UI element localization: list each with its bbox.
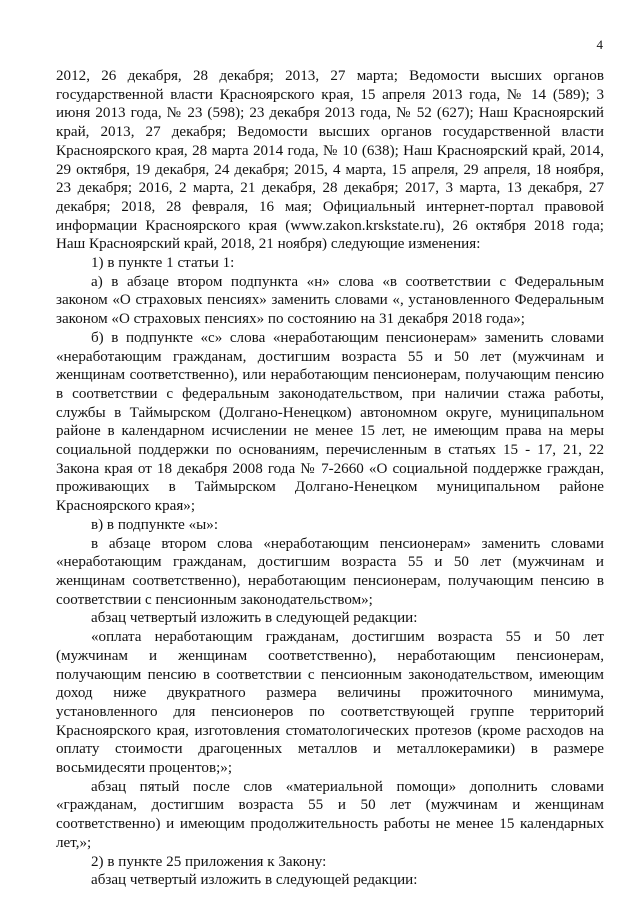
paragraph-second-abzac-change: в абзаце втором слова «неработающим пенсионерам» заменить словами «неработающим гражданам, достигшим возраста 55 и 50 лет (мужчинам и женщинам соответственно), неработающим пенсионерам, получающим пенсию в соответствии с пенсионным законодательством»; [56, 535, 604, 608]
paragraph-item-1-point-1-article-1: 1) в пункте 1 статьи 1: [91, 255, 235, 272]
paragraph-subitem-a: а) в абзаце втором подпункта «н» слова «в соответствии с Федеральным законом «О страховых пенсиях» заменить словами «, установленного Федеральным законом «О страховых пенсиях» по состоянию на 31 декабря 2018 года»; [56, 273, 604, 328]
paragraph-subitem-v: в) в подпункте «ы»: [91, 516, 219, 533]
paragraph-item-2-point-25: 2) в пункте 25 приложения к Закону: [91, 853, 327, 870]
document-body [56, 67, 604, 890]
page-number: 4 [596, 37, 603, 52]
paragraph-fourth-abzac-header: абзац четвертый изложить в следующей редакции: [91, 610, 418, 627]
paragraph-subitem-b: б) в подпункте «с» слова «неработающим пенсионерам» заменить словами «неработающим гражданам, достигшим возраста 55 и 50 лет (мужчинам и женщинам соответственно), или неработающим пенсионерам, получающим пенсию в соответствии с федеральным законодательством, при наличии стажа работы, службы в Таймырском (Долгано-Ненецком) автономном округе, муниципальном районе в календарном исчислении не менее 15 лет, не имеющим права на меры социальной поддержки по основаниям, перечисленным в статьях 15 - 17, 21, 22 Закона края от 18 декабря 2008 года № 7-2660 «О социальной поддержке граждан, проживающих в Таймырском Долгано-Ненецком муниципальном районе Красноярского края»; [56, 329, 604, 515]
paragraph-new-fourth-abzac-text: «оплата неработающим гражданам, достигшим возраста 55 и 50 лет (мужчинам и женщинам соответственно), неработающим пенсионерам, получающим пенсию в соответствии с пенсионным законодательством, имеющим доход ниже двукратного размера величины прожиточного минимума, установленного для пенсионеров по соответствующей группе территорий Красноярского края, изготовления стоматологических протезов (кроме расходов на оплату стоимости драгоценных металлов и металлокерамики) в размере восьмидесяти процентов;»; [56, 629, 604, 777]
paragraph-continuation-publication-list: 2012, 26 декабря, 28 декабря; 2013, 27 марта; Ведомости высших органов государственной власти Красноярского края, 15 апреля 2013 года, № 14 (589); 3 июня 2013 года, № 23 (598); 23 декабря 2013 года, № 52 (627); Наш Красноярский край, 2013, 27 декабря; Ведомости высших органов государственной власти Красноярского края, 28 марта 2014 года, № 10 (638); Наш Красноярский край, 2014, 29 октября, 19 декабря, 24 декабря; 2015, 4 марта, 15 апреля, 29 апреля, 18 ноября, 23 декабря; 2016, 2 марта, 21 декабря, 28 декабря; 2017, 3 марта, 13 декабря, 27 декабря; 2018, 28 февраля, 16 мая; Официальный интернет-портал правовой информации Красноярского края (www.zakon.krskstate.ru), 26 октября 2018 года; Наш Красноярский край, 2018, 21 ноября) следующие изменения: [56, 68, 604, 253]
paragraph-fifth-abzac-addition: абзац пятый после слов «материальной помощи» дополнить словами «гражданам, достигшим возраста 55 и 50 лет (мужчинам и женщинам соответственно) и имеющим продолжительность работы не менее 15 календарных лет,»; [56, 778, 604, 851]
paragraph-fourth-abzac-new-edition: абзац четвертый изложить в следующей редакции: [91, 872, 418, 889]
